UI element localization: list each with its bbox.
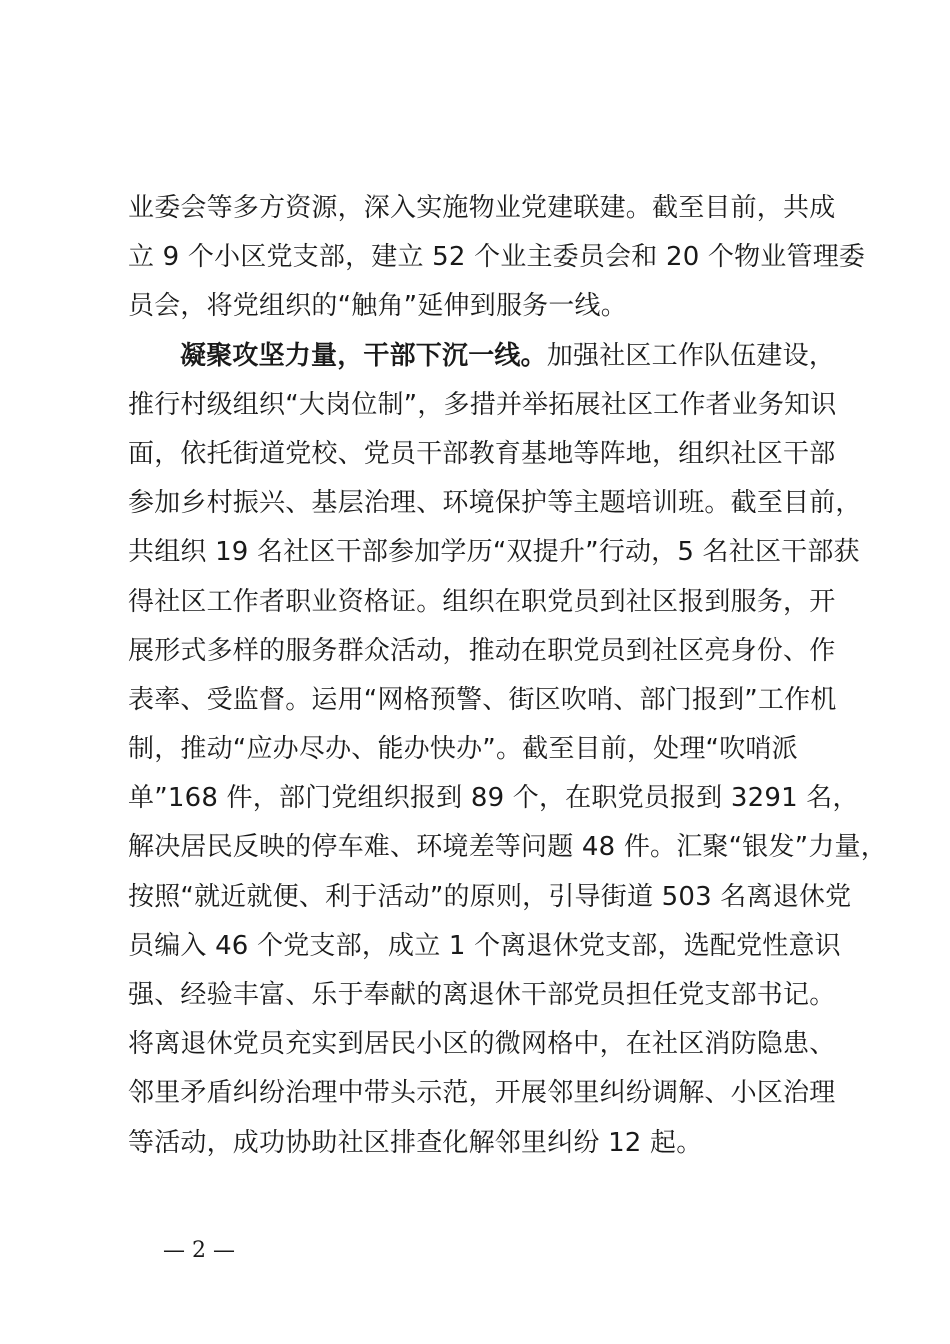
paragraph-line: 解决居民反映的停车难、环境差等问题 48 件。汇聚“银发”力量， — [128, 832, 887, 863]
paragraph-line: 面，依托街道党校、党员干部教育基地等阵地，组织社区干部 — [128, 438, 836, 469]
page-number: — 2 — — [163, 1238, 235, 1263]
paragraph-line: 员会，将党组织的“触角”延伸到服务一线。 — [128, 291, 627, 322]
paragraph-line: 共组织 19 名社区干部参加学历“双提升”行动，5 名社区干部获 — [128, 537, 860, 568]
paragraph-line: 员编入 46 个党支部，成立 1 个离退休党支部，选配党性意识 — [128, 930, 841, 961]
paragraph-line: 业委会等多方资源，深入实施物业党建联建。截至目前，共成 — [128, 193, 836, 223]
paragraph-line: 制，推动“应办尽办、能办快办”。截至目前，处理“吹哨派 — [128, 734, 798, 765]
section-first-line — [128, 332, 858, 381]
paragraph-line: 表率、受监督。运用“网格预警、街区吹哨、部门报到”工作机 — [128, 684, 837, 715]
paragraph-line: 推行村级组织“大岗位制”，多措并举拓展社区工作者业务知识 — [128, 389, 837, 420]
paragraph-line: 将离退休党员充实到居民小区的微网格中，在社区消防隐患、 — [128, 1029, 836, 1060]
paragraph-line: 单”168 件，部门党组织报到 89 个，在职党员报到 3291 名， — [128, 783, 859, 814]
paragraph-line: 等活动，成功协助社区排查化解邻里纠纷 12 起。 — [128, 1127, 703, 1158]
section-heading: 凝聚攻坚力量，干部下沉一线。 — [180, 340, 547, 371]
paragraph-line: 得社区工作者职业资格证。组织在职党员到社区报到服务，开 — [128, 586, 836, 617]
paragraph-line: 强、经验丰富、乐于奉献的离退休干部党员担任党支部书记。 — [128, 980, 836, 1010]
paragraph-line: 按照“就近就便、利于活动”的原则，引导街道 503 名离退休党 — [128, 881, 852, 912]
paragraph-line: 立 9 个小区党支部，建立 52 个业主委员会和 20 个物业管理委 — [128, 242, 866, 273]
paragraph-line: 邻里矛盾纠纷治理中带头示范，开展邻里纠纷调解、小区治理 — [128, 1078, 836, 1109]
paragraph-line: 参加乡村振兴、基层治理、环境保护等主题培训班。截至目前， — [128, 488, 862, 519]
section-first-line-text: 加强社区工作队伍建设， — [546, 340, 836, 371]
paragraph-line: 展形式多样的服务群众活动，推动在职党员到社区亮身份、作 — [128, 635, 836, 666]
document-body — [128, 184, 887, 1168]
